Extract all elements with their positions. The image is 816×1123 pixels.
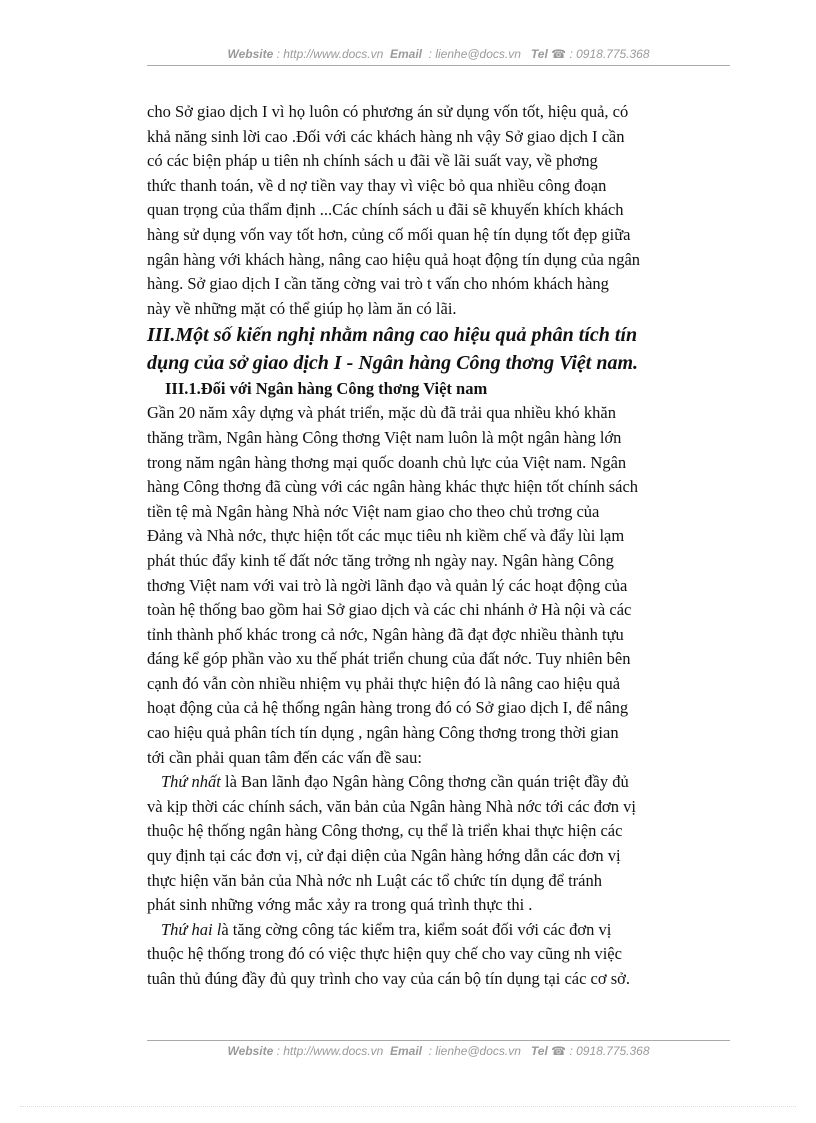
footer-website-label: Website — [227, 1044, 274, 1058]
header-email-label: Email — [389, 47, 422, 61]
text-line: phát sinh những vớng mắc xảy ra trong quá trình thực thi . — [147, 895, 533, 915]
text-line: phát thúc đẩy kinh tế đất nớc tăng trởng nh ngày nay. Ngân hàng Công — [147, 550, 614, 570]
section-heading — [147, 321, 730, 377]
text-line: thăng trầm, Ngân hàng Công thơng Việt nam luôn là một ngân hàng lớn — [147, 427, 622, 447]
text-line: toàn hệ thống bao gồm hai Sở giao dịch và các chi nhánh ở Hà nội và các — [147, 600, 632, 620]
text-line: trong năm ngân hàng thơng mại quốc doanh chủ lực của Việt nam. Ngân — [147, 452, 627, 472]
section-heading-line: III.Một số kiến nghị nhằm nâng cao hiệu quả phân tích tín — [147, 324, 638, 347]
footer-tel-value: ☎ : 0918.775.368 — [551, 1044, 650, 1058]
text-line: cho Sở giao dịch I vì họ luôn có phương án sử dụng vốn tốt, hiệu quả, có — [147, 102, 629, 121]
text-line: tuân thủ đúng đầy đủ quy trình cho vay của cán bộ tín dụng tại các cơ sở. — [147, 969, 630, 988]
page-header — [147, 47, 730, 66]
lead-term: Thứ hai l — [161, 919, 222, 939]
paragraph-background — [147, 401, 730, 770]
text-line: hàng Công thơng đã cùng với các ngân hàng khác thực hiện tốt chính sách — [147, 477, 639, 497]
paragraph-first-point — [147, 770, 730, 918]
text-line: có các biện pháp u tiên nh chính sách u đãi về lãi suất vay, về phơng — [147, 151, 598, 171]
section-heading-line: dụng của sở giao dịch I - Ngân hàng Công thơng Việt nam. — [147, 352, 639, 375]
text-line: thức thanh toán, về d nợ tiền vay thay vì việc bỏ qua nhiều công đoạn — [147, 175, 607, 195]
text-line: quan trọng của thẩm định ...Các chính sách u đãi sẽ khuyến khích khách — [147, 200, 624, 220]
document-body — [147, 100, 730, 992]
text-line: thuộc hệ thống ngân hàng Công thơng, cụ thể là triển khai thực hiện các — [147, 821, 623, 841]
text-line: Thứ hai là tăng cờng công tác kiểm tra, kiểm soát đối với các đơn vị — [161, 919, 612, 939]
paragraph-second-point — [147, 918, 730, 992]
footer-email-label: Email — [389, 1044, 422, 1058]
text-line: ngân hàng với khách hàng, nâng cao hiệu quả hoạt động tín dụng của ngân — [147, 249, 641, 269]
text-line: tỉnh thành phố khác trong cả nớc, Ngân hàng đã đạt đợc nhiều thành tựu — [147, 624, 624, 644]
text-line: Thứ nhất là Ban lãnh đạo Ngân hàng Công thơng cần quán triệt đầy đủ — [161, 772, 629, 792]
text-line: cao hiệu quả phân tích tín dụng , ngân hàng Công thơng trong thời gian — [147, 723, 619, 743]
footer-website-link[interactable]: : http://www.docs.vn — [276, 1044, 384, 1058]
text-line: tiền tệ mà Ngân hàng Nhà nớc Việt nam giao cho theo chủ trơng của — [147, 501, 600, 521]
footer-email-link[interactable]: : lienhe@docs.vn — [428, 1044, 521, 1058]
text-line: Gần 20 năm xây dựng và phát triển, mặc dù đã trải qua nhiều khó khăn — [147, 403, 616, 423]
text-line: thơng Việt nam với vai trò là ngời lãnh đạo và quản lý các hoạt động của — [147, 575, 628, 595]
page-edge-divider — [20, 1106, 796, 1107]
header-email-link[interactable]: : lienhe@docs.vn — [428, 47, 521, 61]
text-line: đáng kể góp phần vào xu thế phát triển chung của đất nớc. Tuy nhiên bên — [147, 649, 631, 669]
text-line: Đảng và Nhà nớc, thực hiện tốt các mục tiêu nh kiềm chế và đẩy lùi lạm — [147, 526, 625, 546]
text-line: hàng. Sở giao dịch I cần tăng cờng vai trò t vấn cho nhóm khách hàng — [147, 274, 609, 294]
lead-term: Thứ nhất — [161, 772, 221, 792]
text-line: này về những mặt có thể giúp họ làm ăn có lãi. — [147, 298, 457, 318]
header-website-label: Website — [227, 47, 274, 61]
text-line: tới cần phải quan tâm đến các vấn đề sau: — [147, 747, 422, 767]
paragraph-intro — [147, 100, 730, 321]
text-line: thực hiện văn bản của Nhà nớc nh Luật các tổ chức tín dụng để tránh — [147, 870, 602, 890]
footer-tel-label: Tel — [530, 1044, 548, 1058]
text-line: khả năng sinh lời cao .Đối với các khách hàng nh vậy Sở giao dịch I cần — [147, 126, 625, 146]
text-line: quy định tại các đơn vị, cử đại diện của Ngân hàng hớng dẫn các đơn vị — [147, 846, 621, 866]
page-footer — [147, 1040, 730, 1058]
text-line: thuộc hệ thống trong đó có việc thực hiện quy chế cho vay cũng nh việc — [147, 944, 622, 964]
text-line: hoạt động của cả hệ thống ngân hàng trong đó có Sở giao dịch I, để nâng — [147, 698, 629, 718]
text-line: hàng sử dụng vốn vay tốt hơn, củng cố mối quan hệ tín dụng tốt đẹp giữa — [147, 224, 631, 244]
header-tel-value: ☎ : 0918.775.368 — [551, 47, 650, 61]
header-website-link[interactable]: : http://www.docs.vn — [276, 47, 384, 61]
subheading: III.1.Đối với Ngân hàng Công thơng Việt nam — [165, 379, 488, 399]
text-line: và kịp thời các chính sách, văn bản của Ngân hàng Nhà nớc tới các đơn vị — [147, 796, 636, 816]
header-tel-label: Tel — [530, 47, 548, 61]
text-line: cạnh đó vẫn còn nhiều nhiệm vụ phải thực hiện đó là nâng cao hiệu quả — [147, 673, 621, 693]
